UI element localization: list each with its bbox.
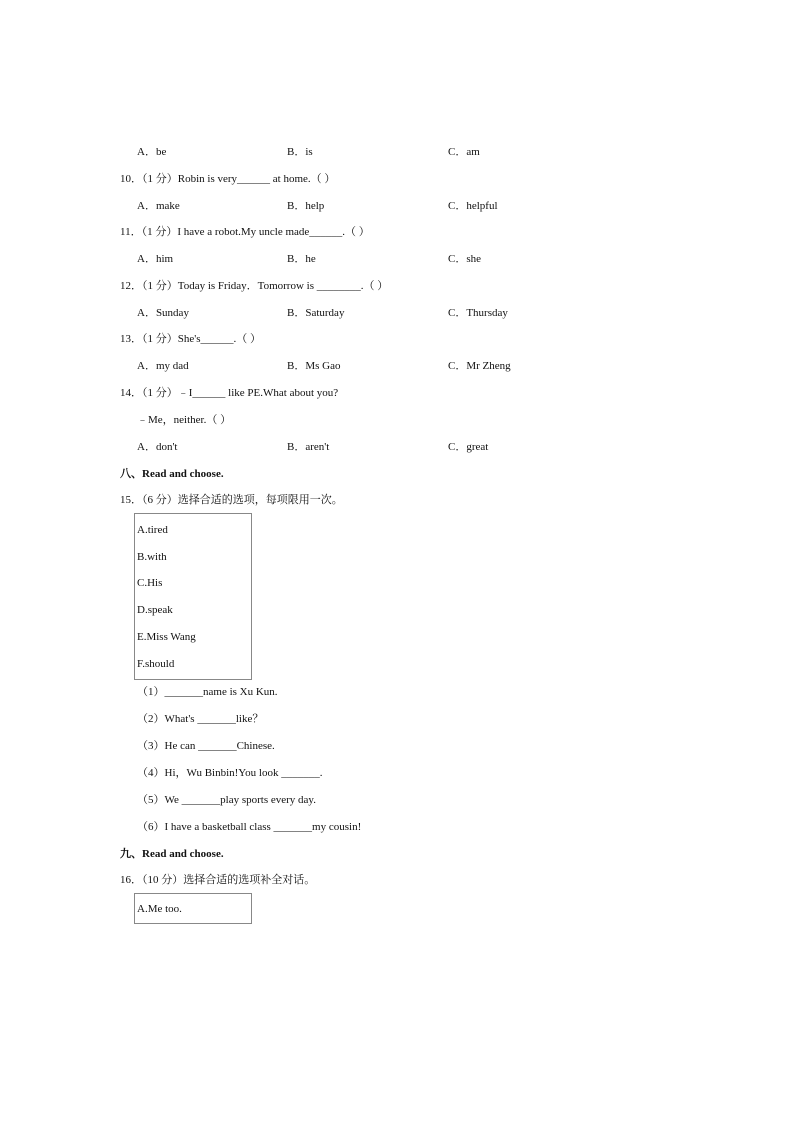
q10-option-b: B．help	[287, 200, 325, 212]
q15-item-5: （5）We _______play sports every day.	[137, 794, 316, 806]
q11-stem: 11．（1 分）I have a robot.My uncle made______.（ ）	[120, 226, 370, 238]
q15-box-option-b: B.with	[137, 551, 167, 563]
q15-item-1: （1）_______name is Xu Kun.	[137, 686, 278, 698]
q10-stem: 10．（1 分）Robin is very______ at home.（ ）	[120, 173, 336, 185]
q14-option-b: B．aren't	[287, 441, 330, 453]
q13-option-a: A．my dad	[137, 360, 189, 372]
q14-stem-reply: ﹣Me，neither.（ ）	[137, 414, 232, 426]
q15-item-6: （6）I have a basketball class _______my cousin!	[137, 821, 362, 833]
q15-box-option-e: E.Miss Wang	[137, 631, 196, 643]
q14-option-c: C．great	[448, 441, 489, 453]
q13-option-c: C．Mr Zheng	[448, 360, 511, 372]
q15-box-option-d: D.speak	[137, 604, 173, 616]
q12-option-b: B．Saturday	[287, 307, 345, 319]
q13-stem: 13．（1 分）She's______.（ ）	[120, 333, 262, 345]
q11-option-c: C．she	[448, 253, 481, 265]
q11-option-b: B．he	[287, 253, 316, 265]
q9-option-a: A．be	[137, 146, 167, 158]
q15-box-option-f: F.should	[137, 658, 175, 670]
q11-option-a: A．him	[137, 253, 174, 265]
q15-item-2: （2）What's _______like？	[137, 713, 264, 725]
q15-item-3: （3）He can _______Chinese.	[137, 740, 275, 752]
q10-option-a: A．make	[137, 200, 180, 212]
section-8-heading: 八、Read and choose.	[120, 468, 224, 480]
q16-box-option-a: A.Me too.	[137, 903, 182, 915]
q13-option-b: B．Ms Gao	[287, 360, 341, 372]
q9-option-c: C．am	[448, 146, 480, 158]
q15-option-box	[134, 513, 252, 680]
q14-stem: 14．（1 分）﹣I______ like PE.What about you?	[120, 387, 339, 399]
q9-option-b: B．is	[287, 146, 313, 158]
q15-item-4: （4）Hi，Wu Binbin!You look _______.	[137, 767, 323, 779]
q12-option-a: A．Sunday	[137, 307, 189, 319]
q15-box-option-a: A.tired	[137, 524, 168, 536]
q16-stem: 16．（10 分）选择合适的选项补全对话。	[120, 874, 316, 886]
q12-stem: 12．（1 分）Today is Friday．Tomorrow is ________.（ ）	[120, 280, 389, 292]
section-9-heading: 九、Read and choose.	[120, 848, 224, 860]
q14-option-a: A．don't	[137, 441, 178, 453]
q12-option-c: C．Thursday	[448, 307, 508, 319]
q10-option-c: C．helpful	[448, 200, 498, 212]
q15-stem: 15．（6 分）选择合适的选项，每项限用一次。	[120, 494, 343, 506]
q15-box-option-c: C.His	[137, 577, 163, 589]
